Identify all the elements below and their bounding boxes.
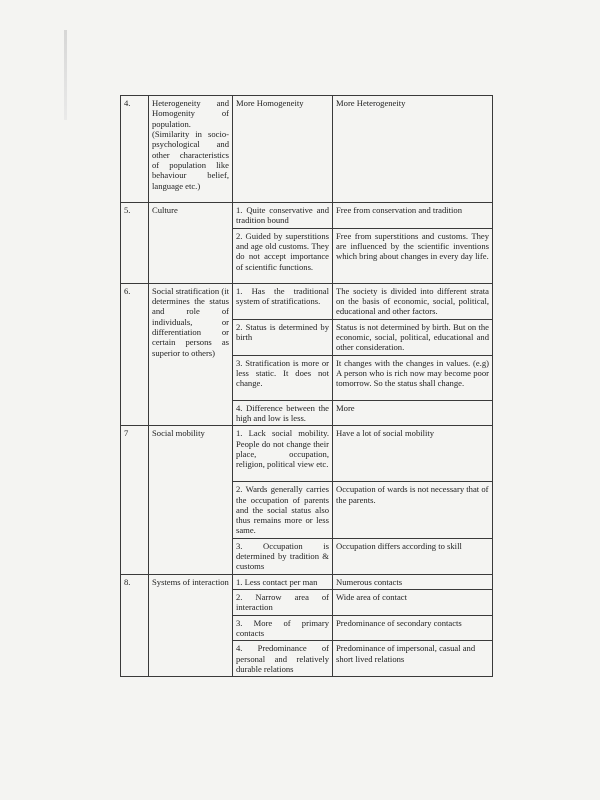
- aspect-cell: Culture: [149, 203, 233, 284]
- rural-cell: 2. Status is determined by birth: [233, 319, 333, 355]
- rural-cell: 3. More of primary contacts: [233, 615, 333, 641]
- urban-cell: Occupation of wards is not necessary that of the parents.: [333, 482, 493, 539]
- urban-cell: Wide area of contact: [333, 590, 493, 616]
- aspect-cell: Social mobility: [149, 426, 233, 575]
- urban-cell: Numerous contacts: [333, 574, 493, 589]
- rural-cell: 1. Has the traditional system of stratifications.: [233, 283, 333, 319]
- table-row: [121, 203, 493, 229]
- urban-cell: Free from conservation and tradition: [333, 203, 493, 229]
- urban-cell: Occupation differs according to skill: [333, 538, 493, 574]
- rural-cell: 1. Quite conservative and tradition bound: [233, 203, 333, 229]
- urban-cell: Predominance of impersonal, casual and short lived relations: [333, 641, 493, 677]
- urban-cell: More Heterogeneity: [333, 96, 493, 203]
- rural-cell: 2. Guided by superstitions and age old customs. They do not accept importance of scientific functions.: [233, 228, 333, 283]
- urban-cell: Status is not determined by birth. But on the economic, social, political, educational and other consideration.: [333, 319, 493, 355]
- table-row: [121, 574, 493, 589]
- rural-cell: 1. Less contact per man: [233, 574, 333, 589]
- rural-cell: More Homogeneity: [233, 96, 333, 203]
- aspect-cell: Heterogeneity and Homogenity of population. (Similarity in socio-psychological and other characteristics of population like behaviour belief, language etc.): [149, 96, 233, 203]
- table-row: [121, 426, 493, 482]
- rural-cell: 2. Narrow area of interaction: [233, 590, 333, 616]
- urban-cell: Predominance of secondary contacts: [333, 615, 493, 641]
- rural-cell: 4. Difference between the high and low is less.: [233, 400, 333, 426]
- row-number: 4.: [121, 96, 149, 203]
- rural-cell: 1. Lack social mobility. People do not change their place, occupation, religion, political view etc.: [233, 426, 333, 482]
- urban-cell: More: [333, 400, 493, 426]
- row-number: 6.: [121, 283, 149, 426]
- urban-cell: The society is divided into different strata on the basis of economic, social, political, educational and other factors.: [333, 283, 493, 319]
- row-number: 7: [121, 426, 149, 575]
- aspect-cell: Social stratification (it determines the status and role of individuals, or differentiation or certain persons as superior to others): [149, 283, 233, 426]
- rural-cell: 3. Occupation is determined by tradition & customs: [233, 538, 333, 574]
- urban-cell: It changes with the changes in values. (e.g) A person who is rich now may become poor tomorrow. So the status shall change.: [333, 355, 493, 400]
- scan-edge-mark: [64, 30, 67, 120]
- table-row: [121, 283, 493, 319]
- aspect-cell: Systems of interaction: [149, 574, 233, 677]
- urban-cell: Have a lot of social mobility: [333, 426, 493, 482]
- row-number: 8.: [121, 574, 149, 677]
- rural-cell: 3. Stratification is more or less static. It does not change.: [233, 355, 333, 400]
- urban-cell: Free from superstitions and customs. They are influenced by the scientific inventions which bring about changes in every day life.: [333, 228, 493, 283]
- table-row: [121, 96, 493, 203]
- comparison-table: [120, 95, 493, 677]
- row-number: 5.: [121, 203, 149, 284]
- rural-cell: 2. Wards generally carries the occupation of parents and the social status also thus remains more or less same.: [233, 482, 333, 539]
- rural-cell: 4. Predominance of personal and relatively durable relations: [233, 641, 333, 677]
